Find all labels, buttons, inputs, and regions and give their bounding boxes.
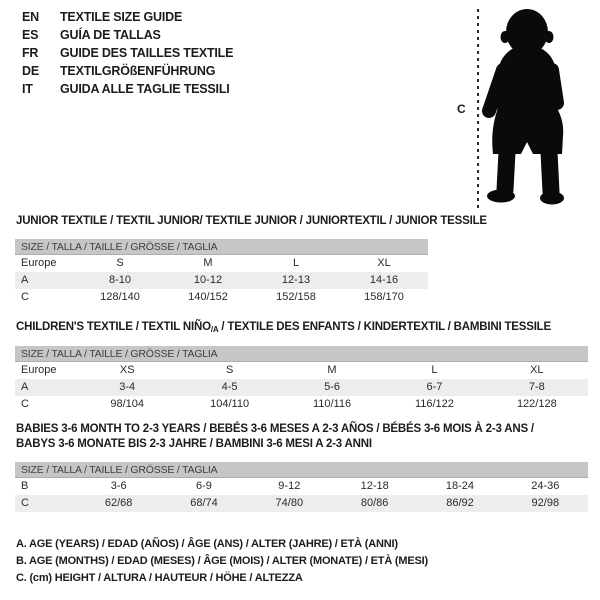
size-cell: 10-12	[193, 274, 223, 286]
language-title-list	[22, 8, 233, 98]
lang-title: TEXTILE SIZE GUIDE	[60, 10, 183, 24]
size-cell: 68/74	[190, 497, 218, 509]
size-cell: XS	[119, 364, 135, 376]
size-cell: 8-10	[108, 274, 132, 286]
lang-code: FR	[22, 46, 39, 60]
table-row-c	[15, 396, 588, 413]
size-cell: 158/170	[364, 291, 404, 303]
size-cell: L	[292, 257, 300, 269]
junior-size-table	[15, 239, 428, 306]
size-cell: 6-7	[426, 381, 443, 393]
children-title-main: CHILDREN'S TEXTILE / TEXTIL NIÑO	[16, 321, 211, 333]
table-row-c	[15, 289, 428, 306]
lang-code: ES	[22, 28, 39, 42]
lang-title: GUIDE DES TAILLES TEXTILE	[60, 46, 234, 60]
size-cell: L	[431, 364, 438, 376]
size-cell: 6-9	[196, 480, 212, 492]
row-label: Europe	[21, 257, 57, 269]
size-cell: 12-13	[281, 274, 311, 286]
size-cell: 18-24	[445, 480, 475, 492]
children-title-rest: / TEXTILE DES ENFANTS / KINDERTEXTIL / BAMBINI TESSILE	[218, 321, 551, 333]
size-cell: S	[116, 257, 124, 269]
junior-table-title: JUNIOR TEXTILE / TEXTIL JUNIOR/ TEXTILE JUNIOR / JUNIORTEXTIL / JUNIOR TESSILE	[16, 215, 487, 227]
row-label: C	[21, 291, 29, 303]
children-title-subscript: /A	[210, 325, 219, 334]
row-label: A	[21, 274, 29, 286]
size-cell: 14-16	[369, 274, 399, 286]
baby-silhouette	[487, 9, 564, 205]
size-cell: 110/116	[312, 398, 352, 410]
size-cell: 4-5	[221, 381, 238, 393]
lang-code: IT	[22, 82, 33, 96]
children-size-table	[15, 346, 588, 413]
size-header-bar: SIZE / TALLA / TAILLE / GRÖSSE / TAGLIA	[15, 346, 588, 362]
lang-code: DE	[22, 64, 39, 78]
row-label: B	[21, 480, 29, 492]
babies-title-line1: BABIES 3-6 MONTH TO 2-3 YEARS / BEBÉS 3-6 MESES A 2-3 AÑOS / BÉBÉS 3-6 MOIS À 2-3 ANS /	[16, 423, 534, 435]
lang-row-en	[22, 8, 233, 26]
size-cell: 7-8	[528, 381, 545, 393]
size-header-bar: SIZE / TALLA / TAILLE / GRÖSSE / TAGLIA	[15, 462, 588, 478]
size-cell: 74/80	[275, 497, 304, 509]
lang-title: TEXTILGRÖßENFÜHRUNG	[60, 64, 216, 78]
size-cell: 122/128	[516, 398, 557, 410]
size-cell: 9-12	[278, 480, 301, 492]
height-measure-label: C	[457, 102, 466, 116]
size-cell: 3-6	[110, 480, 127, 492]
row-label: A	[21, 381, 29, 393]
babies-title-line2: BABYS 3-6 MONATE BIS 2-3 JAHRE / BAMBINI 3-6 MESI A 2-3 ANNI	[16, 438, 372, 450]
footnote-b: B. AGE (MONTHS) / EDAD (MESES) / ÂGE (MOIS) / ALTER (MONATE) / ETÀ (MESI)	[16, 555, 428, 567]
table-row-c	[15, 495, 588, 512]
height-measure-figure	[452, 4, 598, 212]
table-row-europe	[15, 362, 588, 379]
table-row-a	[15, 272, 428, 289]
baby-silhouette-graphic	[452, 4, 598, 212]
babies-table-title	[16, 422, 534, 452]
row-label: C	[21, 497, 29, 509]
size-cell: 116/122	[414, 398, 454, 410]
children-table-title	[16, 320, 551, 337]
row-label: Europe	[21, 364, 57, 376]
size-cell: 98/104	[110, 398, 145, 410]
legend-footnotes	[16, 536, 428, 587]
lang-row-es	[22, 26, 233, 44]
table-row-europe	[15, 255, 428, 272]
size-cell: 104/110	[210, 398, 250, 410]
lang-row-it	[22, 80, 233, 98]
size-cell: 62/68	[104, 497, 133, 509]
footnote-c: C. (cm) HEIGHT / ALTURA / HAUTEUR / HÖHE / ALTEZZA	[16, 572, 303, 584]
size-cell: 92/98	[531, 497, 560, 509]
size-header-bar: SIZE / TALLA / TAILLE / GRÖSSE / TAGLIA	[15, 239, 428, 255]
lang-row-de	[22, 62, 233, 80]
lang-row-fr	[22, 44, 233, 62]
size-cell: 128/140	[100, 291, 140, 303]
size-cell: 5-6	[324, 381, 340, 393]
row-label: C	[21, 398, 29, 410]
size-cell: XL	[377, 257, 391, 269]
size-cell: 3-4	[119, 381, 136, 393]
size-cell: 140/152	[188, 291, 228, 303]
size-cell: M	[327, 364, 337, 376]
table-row-b	[15, 478, 588, 495]
size-cell: 12-18	[360, 480, 389, 492]
lang-title: GUÍA DE TALLAS	[60, 28, 161, 42]
size-cell: 24-36	[531, 480, 560, 492]
size-cell: 80/86	[360, 497, 389, 509]
size-cell: M	[203, 257, 213, 269]
footnote-a: A. AGE (YEARS) / EDAD (AÑOS) / ÂGE (ANS) / ALTER (JAHRE) / ETÀ (ANNI)	[16, 538, 398, 550]
table-row-a	[15, 379, 588, 396]
babies-size-table	[15, 462, 588, 512]
size-cell: 152/158	[276, 291, 316, 303]
size-cell: XL	[530, 364, 544, 376]
size-cell: 86/92	[446, 497, 474, 509]
lang-code: EN	[22, 10, 39, 24]
size-cell: S	[225, 364, 234, 376]
lang-title: GUIDA ALLE TAGLIE TESSILI	[60, 82, 230, 96]
